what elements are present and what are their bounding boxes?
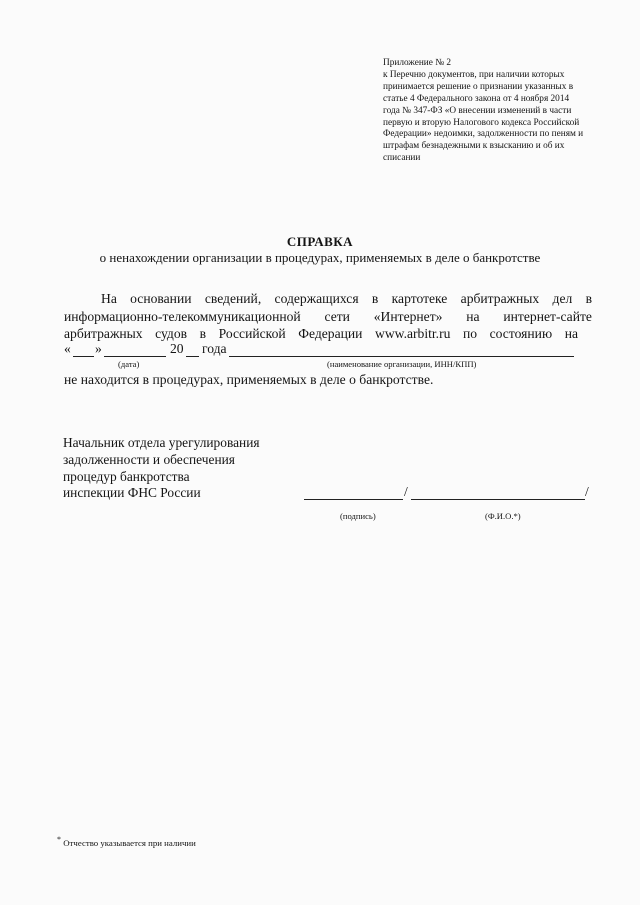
date-open-quote: «	[64, 341, 71, 356]
name-caption: (Ф.И.О.*)	[485, 511, 521, 521]
document-title: СПРАВКА	[286, 234, 354, 249]
signature-blank[interactable]	[304, 499, 403, 500]
signature-caption: (подпись)	[340, 511, 376, 521]
appendix-line: к Перечню документов, при наличии которых	[383, 69, 565, 80]
body-line-3: арбитражных судов в Российской Федерации www.arbitr.ru по состоянию на	[64, 326, 578, 341]
appendix-note	[383, 58, 601, 165]
conclusion-text: не находится в процедурах, применяемых в деле о банкротстве.	[64, 372, 434, 387]
year-blank[interactable]	[186, 356, 199, 357]
organization-caption: (наименование организации, ИНН/КПП)	[327, 359, 477, 369]
footnote-mark: *	[57, 835, 61, 844]
signatory-line: процедур банкротства	[63, 468, 190, 484]
footnote	[57, 835, 196, 848]
year-word: года	[202, 341, 227, 356]
name-blank[interactable]	[411, 499, 585, 500]
appendix-line: года № 347-ФЗ «О внесении изменений в части	[383, 105, 572, 116]
body-line-2: информационно-телекоммуникационной сети «Интернет» на интернет-сайте	[64, 309, 592, 324]
body-line-1: На основании сведений, содержащихся в картотеке арбитражных дел в	[101, 291, 592, 306]
appendix-line: списании	[383, 153, 421, 164]
date-caption: (дата)	[118, 359, 140, 369]
appendix-line: штрафам безнадежными к взысканию и об их	[383, 141, 565, 152]
appendix-line: Федерации» недоимки, задолженности по пеням и	[383, 129, 584, 140]
date-close-quote: »	[95, 341, 102, 356]
appendix-line: первую и вторую Налогового кодекса Российской	[383, 117, 580, 128]
signature-separator: /	[404, 484, 408, 499]
year-prefix: 20	[170, 341, 184, 356]
signatory-line: Начальник отдела урегулирования	[63, 435, 260, 450]
month-blank[interactable]	[104, 356, 166, 357]
signatory-line: задолженности и обеспечения	[63, 451, 235, 467]
signatory-line: инспекции ФНС России	[63, 485, 201, 501]
appendix-line: статье 4 Федерального закона от 4 ноября 2014	[383, 93, 570, 104]
document-subtitle: о ненахождении организации в процедурах, применяемых в деле о банкротстве	[99, 250, 541, 265]
name-separator: /	[585, 484, 589, 499]
footnote-text: Отчество указывается при наличии	[63, 837, 196, 848]
appendix-line: принимается решение о признании указанных в	[383, 81, 574, 92]
day-blank[interactable]	[73, 356, 94, 357]
appendix-line: Приложение № 2	[383, 58, 452, 68]
signatory-title	[63, 435, 260, 502]
organization-blank[interactable]	[229, 356, 574, 357]
